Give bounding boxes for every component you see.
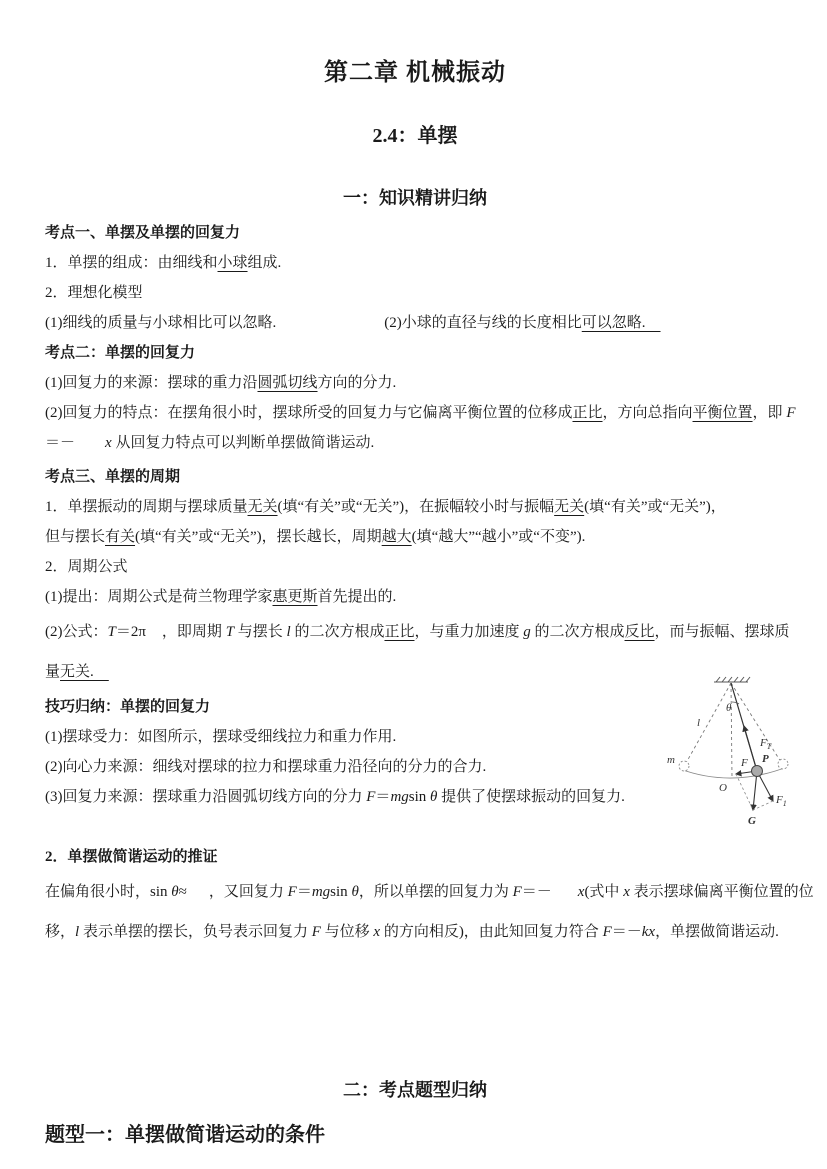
angle-label: θ	[726, 702, 732, 714]
variable: l	[75, 924, 80, 940]
document-page	[45, 0, 814, 1147]
text-segment: ≈	[178, 884, 187, 900]
section1-heading: 一：知识精讲归纳	[343, 188, 487, 208]
text-segment: ，即	[752, 405, 787, 421]
text-segment: (2)公式：	[45, 624, 108, 640]
text-segment: (2)回复力的特点：在摆角很小时，摆球所受的回复力与它偏离平衡位置的位移成	[45, 405, 573, 421]
kaodian1-item2	[45, 278, 785, 308]
text-segment: (1)提出：周期公式是荷兰物理学家	[45, 589, 273, 605]
kaodian3-item1-line1	[45, 492, 785, 522]
text-segment: ，而与振幅、摆球质	[654, 624, 790, 640]
text-segment: 量	[45, 664, 61, 680]
blank-space	[276, 326, 384, 327]
variable: F	[311, 924, 321, 940]
text-segment: (式中	[584, 884, 624, 900]
kaodian2-item2-line1	[45, 398, 796, 428]
variable: θ	[171, 884, 179, 900]
text-segment: (2)小球的直径与线的长度相比	[384, 315, 582, 331]
text-segment: 考点三、单摆的周期	[45, 469, 181, 485]
text-segment: ，即周期	[161, 624, 226, 640]
text-segment: (填“有关”或“无关”)，摆长越长，周期	[135, 529, 382, 545]
text-segment: 的方向相反)，由此知回复力符合	[380, 924, 603, 940]
text-segment: ＝－	[45, 435, 76, 451]
text-segment: (3)回复力来源：摆球重力沿圆弧切线方向的分力	[45, 789, 367, 805]
radial-component-label: $F_1$	[776, 794, 787, 808]
text-segment: ，方向总指向	[602, 405, 693, 421]
variable: F	[287, 884, 297, 900]
variable: θ	[351, 884, 359, 900]
kaodian2-heading	[45, 338, 785, 368]
kaodian2-item2-line2	[45, 428, 785, 458]
text-segment: (填“有关”或“无关”)，	[584, 499, 726, 515]
underlined-answer: 有关	[105, 529, 136, 545]
ceiling-mount	[714, 677, 750, 682]
variable: mg	[311, 884, 331, 900]
underlined-answer: 无关	[554, 499, 585, 515]
text-segment: 组成.	[247, 255, 282, 271]
text-segment: 表示摆球偏离平衡位置的位	[629, 884, 814, 900]
text-segment: (1)细线的质量与小球相比可以忽略.	[45, 315, 277, 331]
text-segment: sin	[330, 884, 352, 900]
pendulum-bob	[752, 766, 763, 777]
kaodian1-item1	[45, 248, 785, 278]
text-segment: 考点二：单摆的回复力	[45, 345, 196, 361]
variable: T	[225, 624, 235, 640]
kaodian3-item1-line2	[45, 522, 785, 552]
variable: mg	[390, 789, 409, 805]
kaodian3-item2-1	[45, 582, 785, 612]
equilibrium-point-label: O	[719, 782, 727, 794]
text-segment: 的二次方根成	[530, 624, 625, 640]
text-segment: 与摆长	[234, 624, 287, 640]
underlined-answer: 无关	[247, 499, 278, 515]
text-segment: 的二次方根成	[290, 624, 385, 640]
topic1-heading: 题型一：单摆做简谐运动的条件	[45, 1124, 325, 1146]
text-segment: 2．单摆做简谐运动的推证	[45, 849, 218, 865]
variable: kx	[641, 924, 656, 940]
kaodian2-item1	[45, 368, 785, 398]
blank-space	[187, 895, 209, 896]
blank-space	[75, 446, 105, 447]
variable: F	[512, 884, 522, 900]
chapter-title: 第二章 机械振动	[324, 60, 506, 86]
text-segment: ＝－	[611, 924, 642, 940]
text-segment: ，所以单摆的回复力为	[358, 884, 513, 900]
text-segment: 1．单摆振动的周期与摆球质量	[45, 499, 248, 515]
variable: θ	[430, 789, 438, 805]
underlined-answer: 正比	[572, 405, 603, 421]
position-label: P	[762, 753, 769, 765]
angle-arc	[732, 702, 739, 704]
variable: x	[577, 884, 585, 900]
text-segment: ＝	[296, 884, 312, 900]
variable: x	[373, 924, 381, 940]
text-segment: (填“越大”“越小”或“不变”).	[411, 529, 586, 545]
text-segment: 与位移	[320, 924, 374, 940]
kaodian3-item2-2-line1	[45, 612, 790, 652]
text-segment: (2)向心力来源：细线对摆球的拉力和摆球重力沿径向的分力的合力.	[45, 759, 487, 775]
derive-paragraph-line2	[45, 912, 785, 952]
underlined-answer: 反比	[624, 624, 655, 640]
text-segment: 从回复力特点可以判断单摆做简谐运动.	[111, 435, 375, 451]
section2-heading: 二：考点题型归纳	[343, 1080, 487, 1100]
kaodian1-heading	[45, 218, 785, 248]
underlined-answer: 越大	[381, 529, 412, 545]
text-segment: 2．周期公式	[45, 559, 128, 575]
underlined-answer: 圆弧切线	[257, 375, 318, 391]
text-segment: 1．单摆的组成：由细线和	[45, 255, 218, 271]
text-segment: ，与重力加速度	[414, 624, 524, 640]
variable: F	[602, 924, 612, 940]
ball-right-ghost	[778, 759, 788, 769]
kaodian3-heading	[45, 462, 785, 492]
kaodian1-item2-sub	[45, 308, 785, 338]
text-segment: 在偏角很小时，sin	[45, 884, 172, 900]
text-segment: 首先提出的.	[317, 589, 397, 605]
text-segment: ＝2π	[115, 624, 146, 640]
pendulum-diagram-svg	[656, 660, 816, 830]
variable: l	[286, 624, 291, 640]
variable: g	[523, 624, 531, 640]
underlined-answer: 可以忽略.	[581, 315, 661, 331]
text-segment: 考点一、单摆及单摆的回复力	[45, 225, 241, 241]
text-segment: (填“有关”或“无关”)，在振幅较小时与振幅	[277, 499, 555, 515]
text-segment: 但与摆长	[45, 529, 106, 545]
mass-label: m	[667, 754, 675, 766]
text-segment: 表示单摆的摆长，负号表示回复力	[79, 924, 312, 940]
blank-space	[552, 895, 578, 896]
swing-arc	[680, 767, 787, 778]
text-segment: sin	[408, 789, 431, 805]
text-segment: 2．理想化模型	[45, 285, 143, 301]
variable: x	[623, 884, 630, 900]
pendulum-force-diagram	[656, 660, 816, 830]
text-segment: (1)摆球受力：如图所示，摆球受细线拉力和重力作用.	[45, 729, 397, 745]
derive-paragraph-line1	[45, 872, 814, 912]
derive-heading	[45, 842, 785, 872]
text-segment: (1)回复力的来源：摆球的重力沿	[45, 375, 258, 391]
text-segment: ＝－	[521, 884, 552, 900]
underlined-answer: 正比	[384, 624, 415, 640]
text-segment: 移，	[45, 924, 76, 940]
lesson-title: 2.4：单摆	[372, 125, 458, 147]
blank-space	[146, 635, 162, 636]
text-segment: 提供了使摆球振动的回复力.	[437, 789, 625, 805]
restoring-force-label: F	[741, 757, 748, 769]
tension-label: $F_T$	[760, 737, 772, 751]
text-segment: ，又回复力	[208, 884, 288, 900]
gravity-label: G	[748, 815, 756, 827]
string-length-label: l	[697, 717, 701, 729]
variable: x	[105, 435, 112, 451]
variable: F	[786, 405, 796, 421]
text-segment: 方向的分力.	[317, 375, 397, 391]
underlined-answer: 无关.	[60, 664, 109, 680]
ball-left-ghost	[679, 761, 689, 771]
underlined-answer: 惠更斯	[272, 589, 318, 605]
variable: T	[107, 624, 116, 640]
underlined-answer: 小球	[217, 255, 248, 271]
kaodian3-item2	[45, 552, 785, 582]
variable: F	[366, 789, 376, 805]
text-segment: ＝	[375, 789, 391, 805]
underlined-answer: 平衡位置	[692, 405, 753, 421]
text-segment: 技巧归纳：单摆的回复力	[45, 699, 211, 715]
text-segment: ，单摆做简谐运动.	[655, 924, 779, 940]
